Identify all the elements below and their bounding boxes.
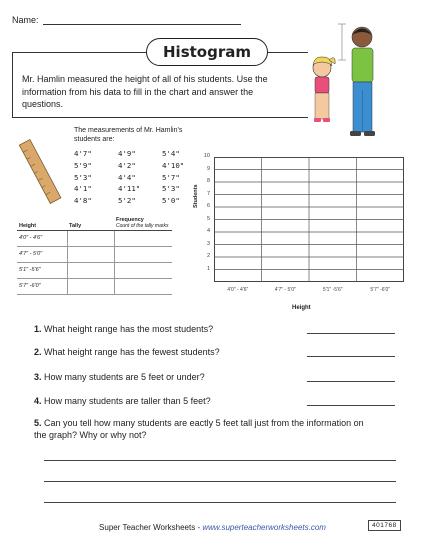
measurement-value: 4'1" — [74, 184, 92, 194]
answer-line[interactable] — [44, 481, 396, 482]
frequency-cell[interactable] — [114, 262, 172, 278]
y-axis — [198, 153, 212, 282]
measurement-value: 5'2" — [118, 196, 136, 206]
header-tally: Tally — [67, 212, 114, 230]
answer-line[interactable] — [44, 460, 396, 461]
measurements-title: The measurements of Mr. Hamlin's students are: — [74, 127, 183, 143]
question-3 — [34, 371, 294, 383]
footer — [0, 523, 425, 532]
x-tick-label: 5'7" -6'0" — [370, 287, 391, 293]
name-line[interactable] — [43, 16, 241, 25]
question-text: What height range has the most students? — [41, 324, 214, 334]
frequency-cell[interactable] — [114, 246, 172, 262]
y-tick-label: 7 — [206, 190, 210, 197]
y-tick-label: 6 — [206, 203, 210, 209]
measurement-value: 4'7" — [74, 149, 92, 158]
y-tick-label: 2 — [206, 253, 210, 259]
measurement-value: 5'3" — [74, 172, 92, 182]
y-tick-label: 1 — [206, 265, 210, 272]
frequency-label: Frequency — [116, 216, 144, 223]
tally-cell[interactable] — [67, 278, 114, 294]
name-field[interactable] — [12, 15, 241, 25]
question-2 — [34, 346, 294, 358]
tally-cell[interactable] — [67, 262, 114, 278]
frequency-sub: Count of the tally marks — [116, 222, 169, 229]
girl-figure — [313, 57, 335, 122]
measurement-value: 5'7" — [162, 172, 180, 182]
tally-cell[interactable] — [67, 246, 114, 262]
intro-text: Mr. Hamlin measured the height of all of his students. Use the information from his data to fill in the chart and answer the questions. — [22, 74, 268, 109]
footer-url[interactable]: www.superteacherworksheets.com — [202, 523, 326, 532]
measurement-value: 5'3" — [162, 184, 180, 194]
answer-line[interactable] — [307, 381, 395, 382]
y-tick-label: 5 — [206, 215, 210, 222]
question-number: 3. — [34, 372, 42, 382]
graph-xlabel: Height — [292, 305, 311, 311]
worksheet-code: 401768 — [368, 520, 401, 531]
tally-cell[interactable] — [67, 230, 114, 246]
answer-line[interactable] — [307, 405, 395, 406]
histogram-grid[interactable] — [214, 157, 404, 282]
y-tick-label: 8 — [206, 178, 210, 184]
header-frequency — [114, 212, 172, 230]
measurement-value: 4'2" — [118, 160, 136, 170]
tally-row — [17, 278, 172, 294]
measurement-value: 5'0" — [162, 196, 180, 206]
frequency-cell[interactable] — [114, 278, 172, 294]
y-tick-label: 3 — [206, 240, 210, 247]
y-tick-label: 4 — [206, 228, 210, 234]
y-tick-label: 9 — [206, 165, 210, 172]
ruler-icon — [16, 136, 66, 206]
question-text: What height range has the fewest students? — [41, 347, 220, 357]
measurement-value: 4'9" — [118, 149, 136, 158]
footer-sep: - — [195, 523, 203, 532]
x-tick-label: 4'0" - 4'6" — [227, 287, 249, 293]
tally-table — [17, 212, 172, 295]
x-axis — [214, 287, 404, 297]
answer-line[interactable] — [307, 333, 395, 334]
question-number: 2. — [34, 347, 42, 357]
kids-illustration — [302, 20, 392, 148]
x-tick-label: 5'1" -5'6" — [322, 287, 343, 293]
name-label: Name: — [12, 15, 39, 25]
measurement-value: 4'11" — [118, 184, 141, 194]
answer-line[interactable] — [307, 356, 395, 357]
question-text: How many students are 5 feet or under? — [41, 372, 205, 382]
x-tick-label: 4'7" - 5'0" — [274, 287, 296, 293]
question-4 — [34, 395, 294, 407]
tally-row-label: 4'7" - 5'0" — [17, 246, 67, 262]
page-title: Histogram — [146, 38, 268, 66]
tally-row — [17, 262, 172, 278]
measurement-value: 5'4" — [162, 149, 180, 158]
y-tick-label: 10 — [203, 153, 210, 159]
height-marker-icon — [338, 24, 346, 60]
tally-row — [17, 230, 172, 246]
tally-row-label: 5'7" -6'0" — [17, 278, 67, 294]
frequency-cell[interactable] — [114, 230, 172, 246]
tally-row-label: 5'1" -5'6" — [17, 262, 67, 278]
graph-ylabel: Students — [193, 184, 199, 208]
boy-figure — [350, 27, 375, 136]
measurement-value: 4'10" — [162, 160, 185, 170]
measurement-value: 5'9" — [74, 160, 92, 170]
question-text: Can you tell how many students are eactly 5 feet tall just from the information on the graph? Why or why not? — [34, 418, 364, 440]
question-number: 5. — [34, 418, 42, 428]
tally-row-label: 4'0" - 4'6" — [17, 230, 67, 246]
question-text: How many students are taller than 5 feet? — [41, 396, 211, 406]
footer-brand: Super Teacher Worksheets — [99, 523, 196, 532]
header-height: Height — [17, 212, 67, 230]
measurement-value: 4'8" — [74, 196, 92, 206]
measurement-value: 4'4" — [118, 172, 136, 182]
tally-row — [17, 246, 172, 262]
question-number: 1. — [34, 324, 42, 334]
question-number: 4. — [34, 396, 42, 406]
answer-line[interactable] — [44, 502, 396, 503]
question-5 — [34, 417, 364, 441]
question-1 — [34, 323, 294, 335]
